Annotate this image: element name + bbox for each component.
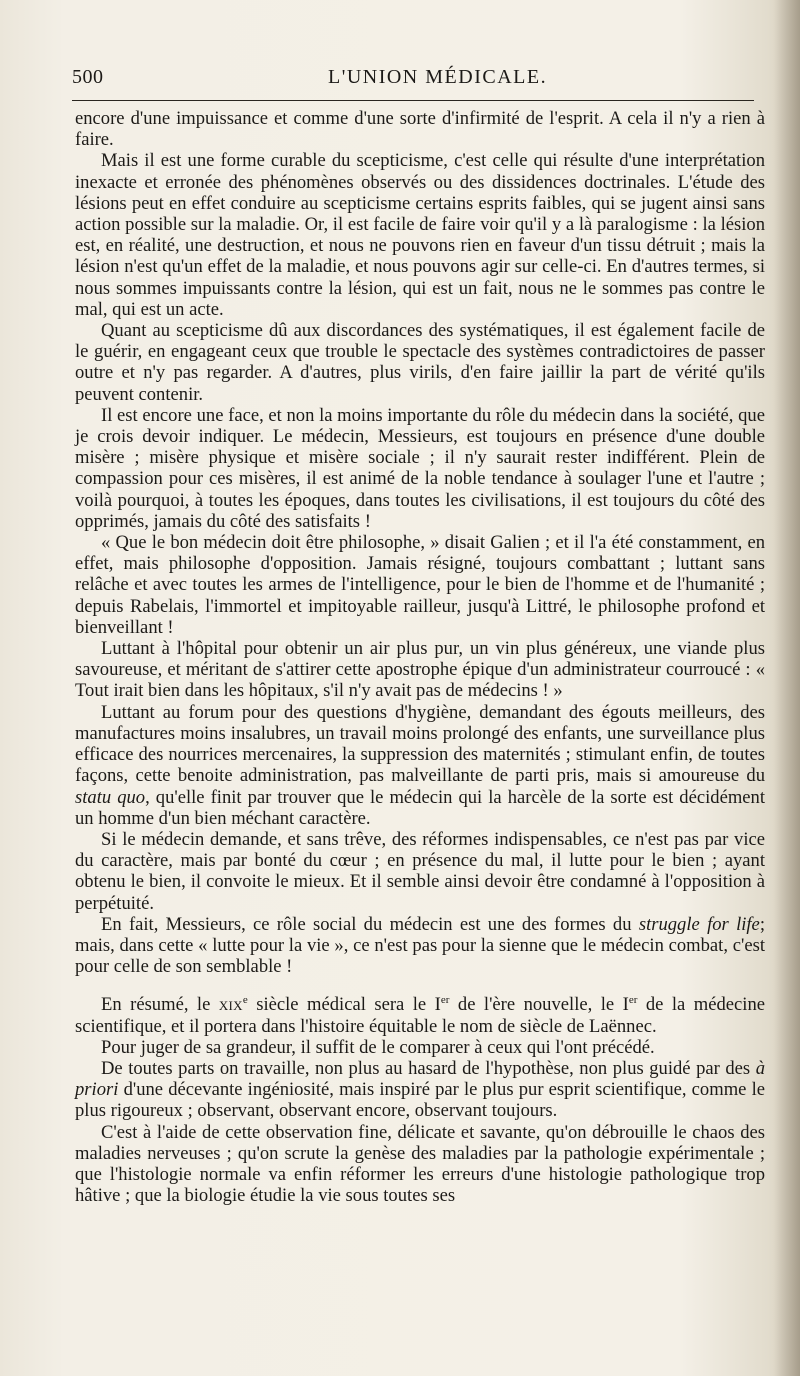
page-header xyxy=(72,60,752,96)
paragraph: Quant au scepticisme dû aux discordances des systématiques, il est également facile de le guérir, en engageant ceux que trouble le spectacle des systèmes contradictoires de passer outre et n'y pas regarder. A d'autres, plus virils, d'en faire jaillir la part de vérité qu'ils peuvent contenir. xyxy=(75,320,765,405)
text-run: siècle médical sera le xyxy=(256,994,427,1016)
page-edge-shadow xyxy=(774,0,800,1376)
page-number: 500 xyxy=(72,66,104,88)
text-run: En fait, Messieurs, ce rôle social du médecin est une des formes du xyxy=(101,913,632,935)
roman-numeral: I xyxy=(622,994,629,1016)
roman-numeral: I xyxy=(434,994,441,1016)
paragraph: Pour juger de sa grandeur, il suffit de le comparer à ceux qui l'ont précédé. xyxy=(101,1036,655,1058)
text-run: de l'ère nouvelle, le xyxy=(457,994,615,1016)
paragraph: Si le médecin demande, et sans trêve, des réformes indispensables, ce n'est pas par vice du caractère, mais par bonté du cœur ; en présence du mal, il lutte pour le bien ; ayant obtenu le bien, il convoite le mieux. Et il semble ainsi devoir être condamné à l'opposition à perpétuité. xyxy=(75,828,765,914)
text-run: En résumé, le xyxy=(101,994,211,1016)
text-run: d'une décevante ingéniosité, mais inspiré par le plus pur esprit scientifique, comme le plus rigoureux ; observant, observant encore, observant toujours. xyxy=(75,1079,765,1122)
text-run: De toutes parts on travaille, non plus au hasard de l'hypothèse, non plus guidé par des xyxy=(101,1057,751,1079)
superscript: e xyxy=(242,994,248,1007)
body-text xyxy=(75,108,765,1206)
paragraph: C'est à l'aide de cette observation fine, délicate et savante, qu'on débrouille le chaos des maladies nerveuses ; qu'on scrute la genèse des maladies par la pathologie expérimentale ; que l'histologie normale va enfin réformer les erreurs d'une histologie pathologique trop hâtive ; que la biologie étudie la vie sous toutes ses xyxy=(75,1121,765,1207)
superscript: er xyxy=(440,994,450,1007)
paragraph: Il est encore une face, et non la moins importante du rôle du médecin dans la société, que je crois devoir indiquer. Le médecin, Messieurs, est toujours en présence d'une double misère ; misère physique et misère sociale ; il n'y saurait rester indifférent. Plein de compassion pour ces misères, il est animé de la noble tendance à soulager l'une et l'autre ; voilà pourquoi, à toutes les époques, dans toutes les civilisations, il est toujours du côté des opprimés, jamais du côté des satisfaits ! xyxy=(75,404,765,532)
paragraph: Luttant à l'hôpital pour obtenir un air plus pur, un vin plus généreux, une viande plus savoureuse, et méritant de s'attirer cette apostrophe épique d'un administrateur courroucé : « Tout irait bien dans les hôpitaux, s'il n'y avait pas de médecins ! » xyxy=(75,638,765,702)
paragraph: « Que le bon médecin doit être philosophe, » disait Galien ; et il l'a été constamment, en effet, mais philosophe d'opposition. Jamais résigné, toujours combattant ; luttant sans relâche et avec toutes les armes de l'intelligence, pour le bien de l'homme et de l'humanité ; depuis Rabelais, l'immortel et impitoyable railleur, jusqu'à Littré, le philosophe profond et bienveillant ! xyxy=(75,532,765,638)
running-title: L'UNION MÉDICALE. xyxy=(328,66,548,88)
italic-phrase: à priori xyxy=(75,1057,765,1101)
paragraph: Mais il est une forme curable du scepticisme, c'est celle qui résulte d'une interprétation inexacte et erronée des phénomènes observés ou des dissidences doctrinales. L'étude des lésions peut en effet conduire au scepticisme certains esprits faibles, qui se jugent ainsi sans action possible sur la maladie. Or, il est facile de faire voir qu'il y a là paralogisme : la lésion est, en réalité, une destruction, et nous ne pouvons rien en faveur d'un tissu détruit ; mais la lésion n'est qu'un effet de la maladie, et nous pouvons agir sur celle-ci. En d'autres termes, si nous sommes impuissants contre la lésion, qui est un fait, nous ne le sommes pas contre le mal, qui est un acte. xyxy=(75,150,765,320)
paragraph xyxy=(75,702,765,829)
text-run: , qu'elle finit par trouver que le médecin qui la harcèle de la sorte est décidément un homme d'un bien méchant caractère. xyxy=(75,786,765,829)
superscript: er xyxy=(628,994,638,1007)
text-run: Luttant au forum pour des questions d'hygiène, demandant des égouts meilleurs, des manufactures moins insalubres, un travail moins prolongé des enfants, une surveillance plus efficace des nourrices mercenaires, la suppression des maternités ; stimulant enfin, de toutes façons, cette benoite administration, pas malveillante de parti pris, mais si amoureuse du xyxy=(75,701,765,787)
paragraph xyxy=(75,1058,765,1122)
header-rule xyxy=(72,100,754,101)
paragraph xyxy=(75,994,765,1036)
paragraph: encore d'une impuissance et comme d'une sorte d'infirmité de l'esprit. A cela il n'y a rien à faire. xyxy=(75,108,765,151)
italic-phrase: statu quo xyxy=(75,786,146,808)
roman-numeral: xix xyxy=(218,994,243,1016)
text-run: de la médecine scientifique, et il portera dans l'histoire équitable le nom de siècle de Laënnec. xyxy=(75,994,766,1037)
italic-phrase: struggle for life xyxy=(638,913,760,935)
text-run: ; mais, dans cette « lutte pour la vie », ce n'est pas pour la sienne que le médecin combat, c'est pour celle de son semblable ! xyxy=(75,913,765,978)
paragraph xyxy=(75,914,765,978)
